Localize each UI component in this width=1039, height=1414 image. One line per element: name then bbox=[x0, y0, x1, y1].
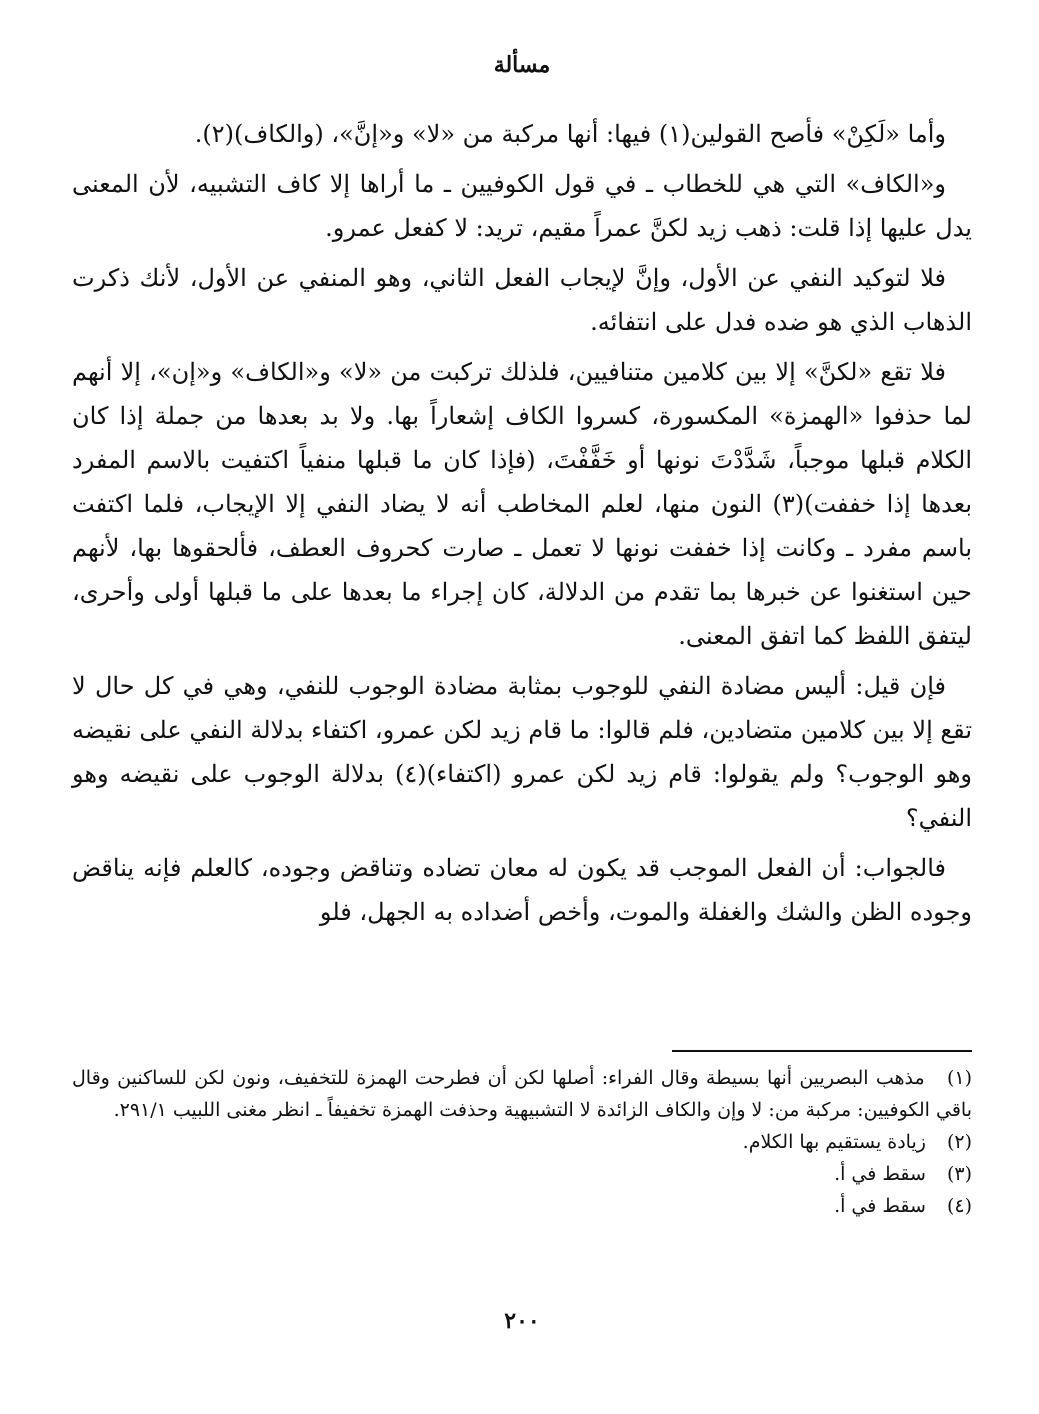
footnote-text: زيادة يستقيم بها الكلام. bbox=[742, 1131, 926, 1153]
footnote bbox=[72, 1158, 972, 1190]
footnote-number: (١) bbox=[946, 1067, 972, 1089]
paragraph: و«الكاف» التي هي للخطاب ـ في قول الكوفيين ـ ما أراها إلا كاف التشبيه، لأن المعنى يدل عليها إذا قلت: ذهب زيد لكنَّ عمراً مقيم، تريد: لا كفعل عمرو. bbox=[72, 170, 972, 242]
paragraph: فالجواب: أن الفعل الموجب قد يكون له معان تضاده وتناقض وجوده، كالعلم فإنه يناقض وجوده الظن والشك والغفلة والموت، وأخص أضداده به الجهل، فلو bbox=[72, 854, 972, 926]
footnote-number: (٢) bbox=[946, 1131, 972, 1153]
footnote-number: (٤) bbox=[946, 1195, 972, 1217]
footnotes bbox=[72, 1062, 972, 1222]
page-number: ٢٠٠ bbox=[504, 1308, 540, 1334]
footnote bbox=[72, 1190, 972, 1222]
footnote-divider bbox=[672, 1050, 972, 1052]
paragraph: فلا لتوكيد النفي عن الأول، وإنَّ لإيجاب الفعل الثاني، وهو المنفي عن الأول، لأنك ذكرت الذهاب الذي هو ضده فدل على انتفائه. bbox=[72, 264, 972, 336]
paragraph: وأما «لَكِنْ» فأصح القولين(١) فيها: أنها مركبة من «لا» و«إنَّ»، (والكاف)(٢). bbox=[194, 120, 946, 148]
paragraph: فإن قيل: أليس مضادة النفي للوجوب بمثابة مضادة الوجوب للنفي، وهي في كل حال لا تقع إلا بين كلامين متضادين، فلم قالوا: ما قام زيد لكن عمرو، اكتفاء بدلالة النفي على نقيضه وهو الوجوب؟ ولم يقولوا: قام زيد لكن عمرو (اكتفاء)(٤) بدلالة الوجوب على نقيضه وهو النفي؟ bbox=[72, 672, 972, 832]
footnote-text: سقط في أ. bbox=[834, 1163, 926, 1185]
footnote-text: مذهب البصريين أنها بسيطة وقال الفراء: أصلها لكن أن فطرحت الهمزة للتخفيف، ونون لكن للساكنين وقال باقي الكوفيين: مركبة من: لا وإن والكاف الزائدة لا التشبيهية وحذفت الهمزة تخفيفاً ـ انظر مغنى اللبيب ٢٩١/١. bbox=[72, 1067, 972, 1121]
footnote-number: (٣) bbox=[946, 1163, 972, 1185]
footnote bbox=[72, 1062, 972, 1126]
paragraph: فلا تقع «لكنَّ» إلا بين كلامين متنافيين، فلذلك تركبت من «لا» و«الكاف» و«إن»، إلا أنهم لما حذفوا «الهمزة» المكسورة، كسروا الكاف إشعاراً بها. ولا بد بعدها من جملة إذا كان الكلام قبلها موجباً، شَدَّدْتَ نونها أو خَفَّفْتَ، (فإذا كان ما قبلها منفياً اكتفيت بالاسم المفرد بعدها إذا خففت)(٣) النون منها، لعلم المخاطب أنه لا يضاد النفي إلا الإيجاب، فلما اكتفت باسم مفرد ـ وكانت إذا خففت نونها لا تعمل ـ صارت كحروف العطف، فألحقوها بها، لأنهم حين استغنوا عن خبرها بما تقدم من الدلالة، كان إجراء ما بعدها على ما قبلها أولى وأحرى، ليتفق اللفظ كما اتفق المعنى. bbox=[72, 358, 972, 650]
book-page bbox=[72, 0, 972, 1414]
main-text bbox=[72, 112, 972, 940]
page-header-title: مسألة bbox=[493, 52, 551, 78]
footnote bbox=[72, 1126, 972, 1158]
footnote-text: سقط في أ. bbox=[834, 1195, 926, 1217]
